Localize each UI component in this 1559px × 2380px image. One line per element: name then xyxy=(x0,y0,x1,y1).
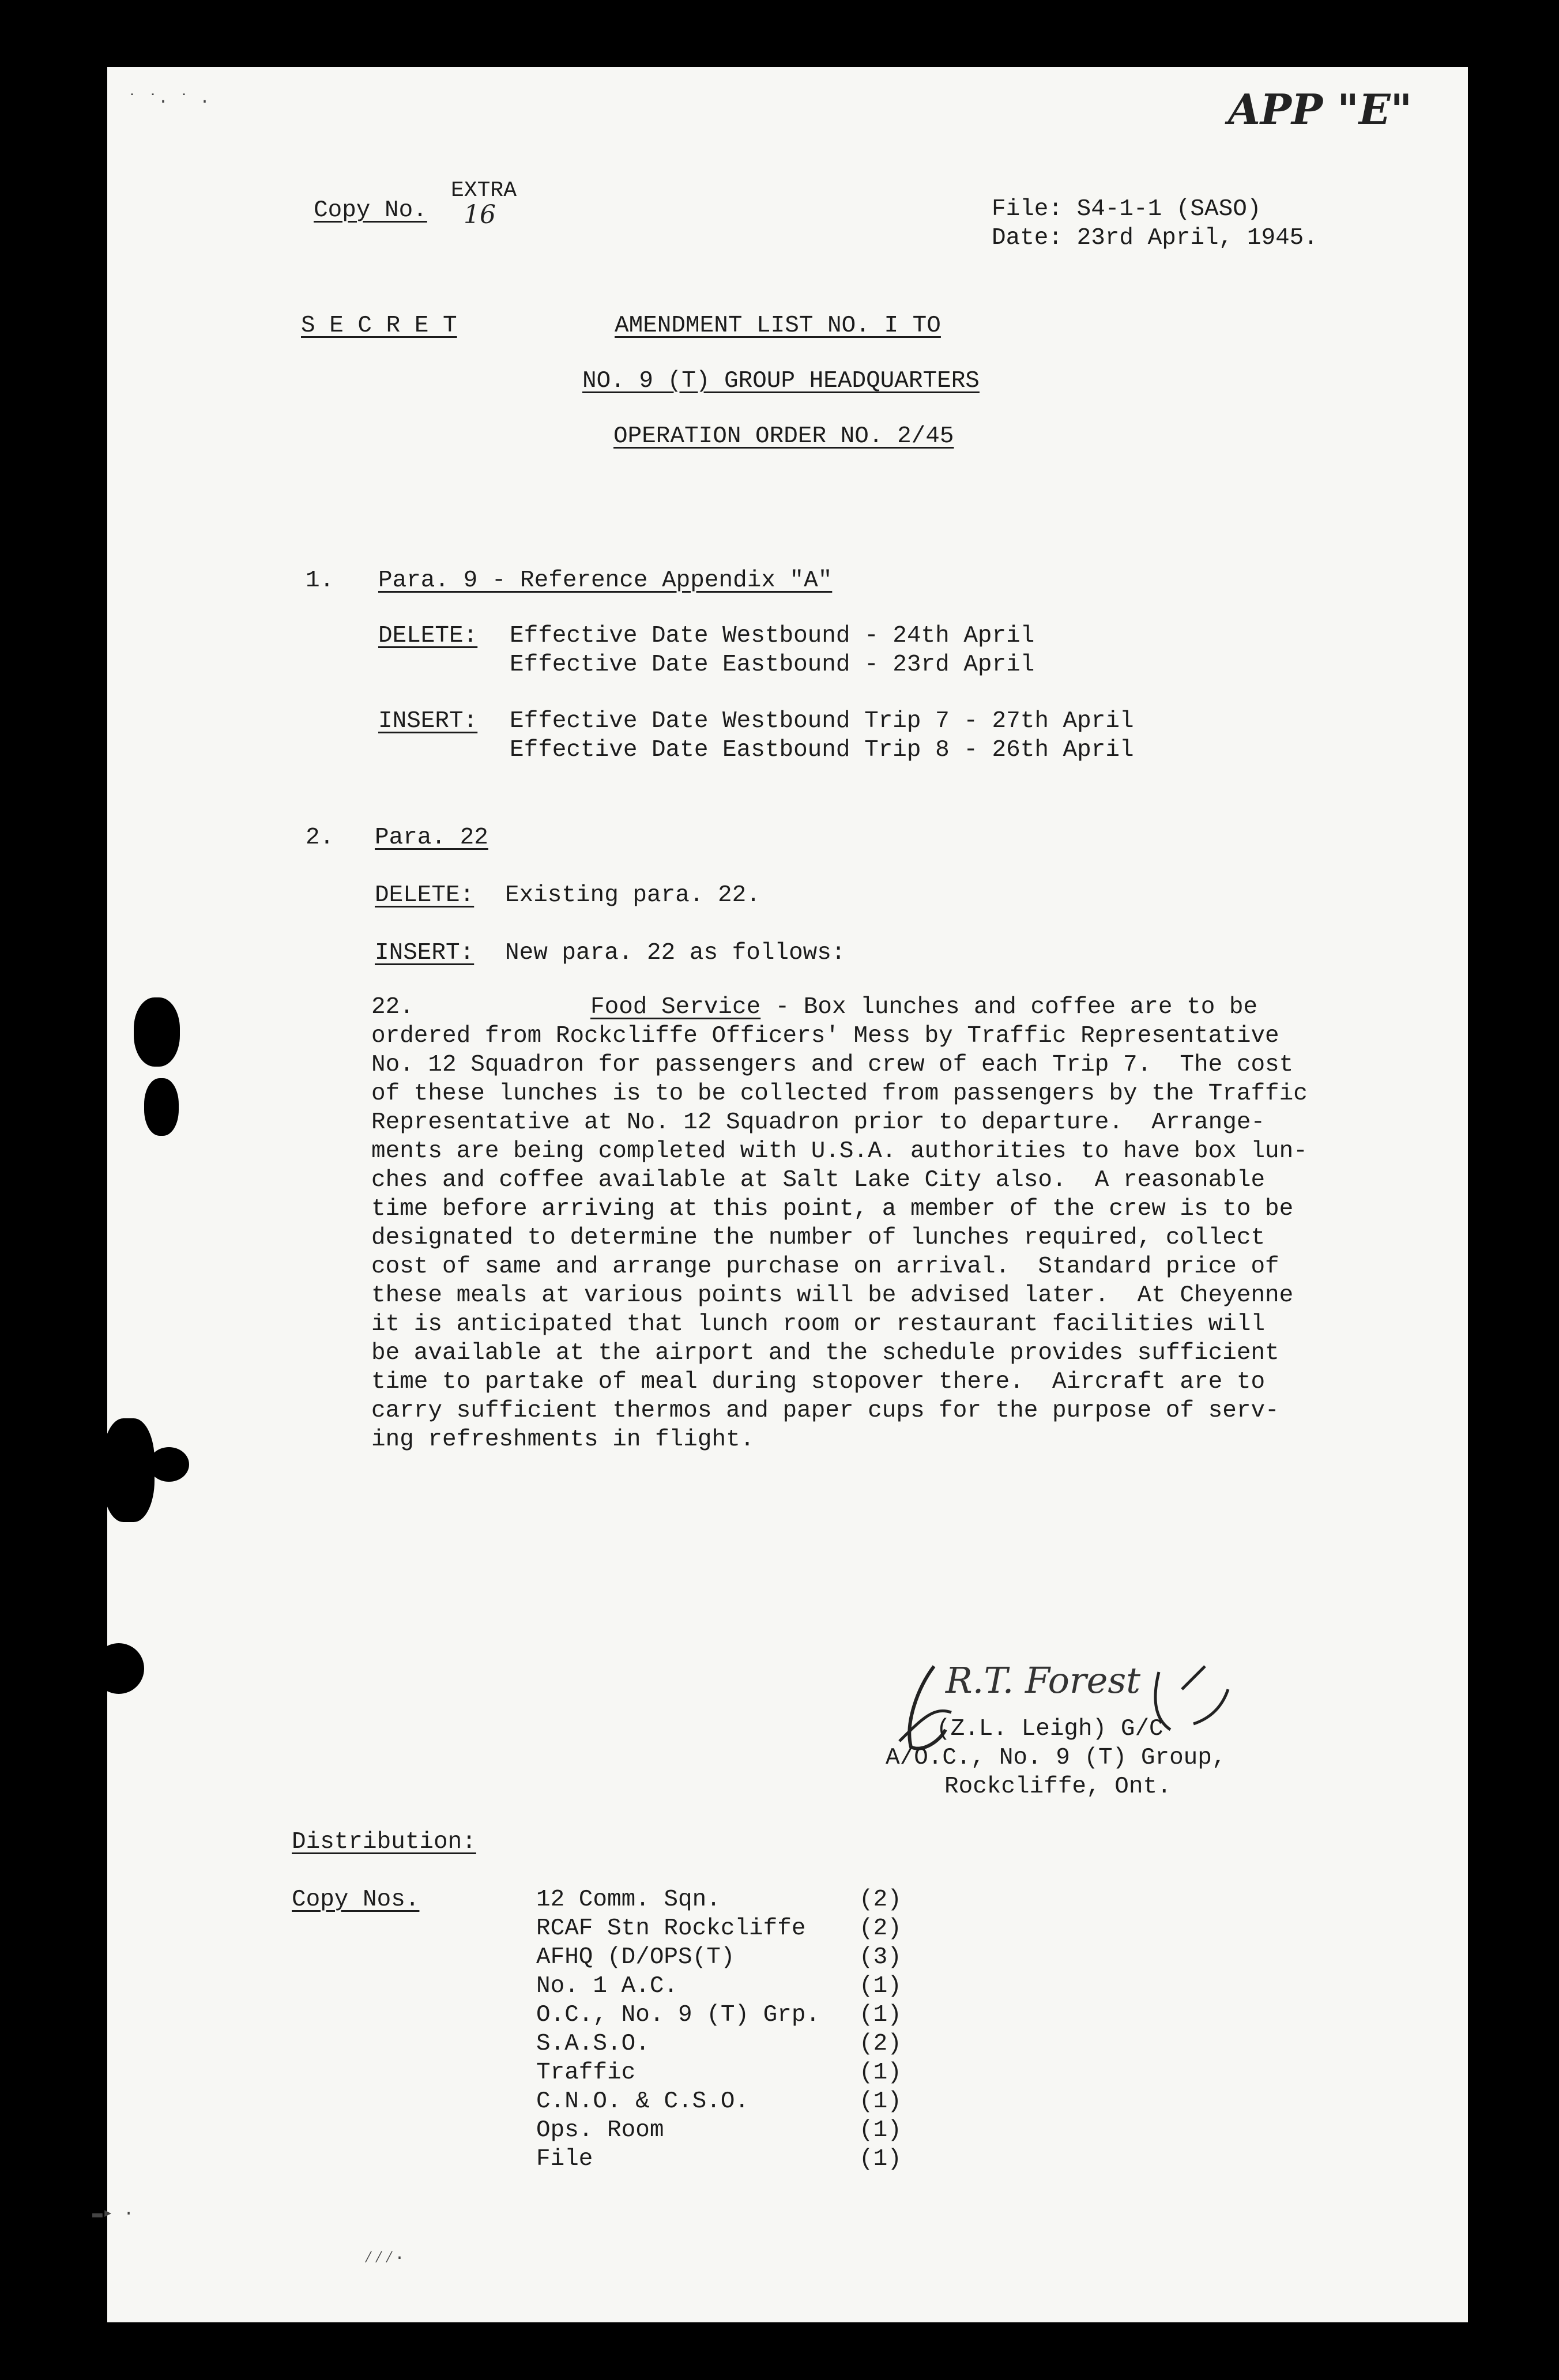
item-1-insert-label: INSERT: xyxy=(378,708,478,735)
item-1-delete-line-1: Effective Date Westbound - 24th April xyxy=(510,623,1035,649)
signature-handwritten: R.T. Forest xyxy=(946,1659,1141,1701)
distribution-count: (1) xyxy=(859,2117,902,2144)
title-line-3: OPERATION ORDER NO. 2/45 xyxy=(613,423,954,450)
para-line: be available at the airport and the schedule provides sufficient xyxy=(371,1340,1279,1366)
para-line: carry sufficient thermos and paper cups for the purpose of serv- xyxy=(371,1398,1279,1424)
distribution-label: Distribution: xyxy=(292,1829,476,1855)
distribution-recipient: S.A.S.O. xyxy=(536,2031,650,2057)
para-line: these meals at various points will be advised later. At Cheyenne xyxy=(371,1282,1294,1309)
para-line: ordered from Rockcliffe Officers' Mess by Traffic Representative xyxy=(371,1023,1279,1049)
distribution-recipient: 12 Comm. Sqn. xyxy=(536,1886,721,1913)
distribution-count: (2) xyxy=(859,2031,902,2057)
distribution-recipient: C.N.O. & C.S.O. xyxy=(536,2088,750,2115)
copy-extra: EXTRA xyxy=(451,178,517,203)
distribution-count: (1) xyxy=(859,1973,902,1999)
blot-3 xyxy=(103,1418,155,1522)
item-1-heading: Para. 9 - Reference Appendix "A" xyxy=(378,567,833,594)
title-line-2: NO. 9 (T) GROUP HEADQUARTERS xyxy=(582,368,980,394)
distribution-recipient: Traffic xyxy=(536,2059,636,2086)
blot-4 xyxy=(149,1447,189,1482)
document-date: Date: 23rd April, 1945. xyxy=(992,225,1318,251)
distribution-count: (3) xyxy=(859,1944,902,1971)
title-line-1: AMENDMENT LIST NO. I TO xyxy=(615,312,941,339)
item-2-insert-label: INSERT: xyxy=(375,940,475,966)
distribution-recipient: RCAF Stn Rockcliffe xyxy=(536,1915,806,1942)
para-first-line: - Box lunches and coffee are to be xyxy=(761,994,1258,1020)
distribution-recipient: O.C., No. 9 (T) Grp. xyxy=(536,2002,820,2028)
app-mark: APP "E" xyxy=(1228,85,1413,134)
para-line: it is anticipated that lunch room or restaurant facilities will xyxy=(371,1311,1266,1338)
item-1-insert-line-1: Effective Date Westbound Trip 7 - 27th April xyxy=(510,708,1134,735)
para-line: cost of same and arrange purchase on arrival. Standard price of xyxy=(371,1253,1279,1280)
item-1-delete-label: DELETE: xyxy=(378,623,478,649)
distribution-count: (1) xyxy=(859,2002,902,2028)
item-2-delete-label: DELETE: xyxy=(375,882,475,909)
copy-nos-label: Copy Nos. xyxy=(292,1886,420,1913)
distribution-recipient: File xyxy=(536,2146,593,2172)
para-line: time to partake of meal during stopover there. Aircraft are to xyxy=(371,1369,1266,1395)
item-2-heading: Para. 22 xyxy=(375,824,488,851)
item-1-delete-line-2: Effective Date Eastbound - 23rd April xyxy=(510,652,1035,678)
distribution-recipient: Ops. Room xyxy=(536,2117,664,2144)
item-2-insert-text: New para. 22 as follows: xyxy=(505,940,846,966)
blot-1 xyxy=(134,997,180,1067)
speck-bottom: ⁄⁄⁄· xyxy=(363,2249,405,2268)
distribution-recipient: No. 1 A.C. xyxy=(536,1973,679,1999)
copy-number: 16 xyxy=(464,200,496,229)
para-line: time before arriving at this point, a member of the crew is to be xyxy=(371,1196,1294,1222)
distribution-count: (1) xyxy=(859,2088,902,2115)
para-line: Representative at No. 12 Squadron prior to departure. Arrange- xyxy=(371,1109,1266,1136)
signatory-title: A/O.C., No. 9 (T) Group, xyxy=(886,1745,1226,1771)
item-1-number: 1. xyxy=(306,567,334,594)
para-line: ments are being completed with U.S.A. authorities to have box lun- xyxy=(371,1138,1308,1165)
file-reference: File: S4-1-1 (SASO) xyxy=(992,196,1261,223)
para-line: designated to determine the number of lunches required, collect xyxy=(371,1225,1266,1251)
para-line: No. 12 Squadron for passengers and crew of each Trip 7. The cost xyxy=(371,1052,1294,1078)
para-number: 22. xyxy=(371,994,414,1020)
speck-bottom-left: ▬▸ · xyxy=(92,2204,134,2224)
blot-2 xyxy=(144,1078,179,1136)
distribution-count: (1) xyxy=(859,2059,902,2086)
signatory-location: Rockcliffe, Ont. xyxy=(944,1773,1172,1800)
para-line: ing refreshments in flight. xyxy=(371,1426,755,1453)
punch-hole xyxy=(93,1643,144,1694)
distribution-count: (1) xyxy=(859,2146,902,2172)
para-line: ches and coffee available at Salt Lake City also. A reasonable xyxy=(371,1167,1266,1193)
item-1-insert-line-2: Effective Date Eastbound Trip 8 - 26th April xyxy=(510,737,1134,763)
item-2-number: 2. xyxy=(306,824,334,851)
para-title: Food Service xyxy=(590,994,761,1020)
signatory-name: (Z.L. Leigh) G/C xyxy=(936,1716,1163,1742)
secret-classification: S E C R E T xyxy=(301,312,457,339)
item-2-delete-text: Existing para. 22. xyxy=(505,882,760,909)
copy-no-label: Copy No. xyxy=(314,197,427,224)
speck-top-left: ˙ ˙· ˙ · xyxy=(127,92,210,112)
distribution-recipient: AFHQ (D/OPS(T) xyxy=(536,1944,735,1971)
distribution-count: (2) xyxy=(859,1886,902,1913)
para-line: of these lunches is to be collected from passengers by the Traffic xyxy=(371,1080,1308,1107)
distribution-count: (2) xyxy=(859,1915,902,1942)
